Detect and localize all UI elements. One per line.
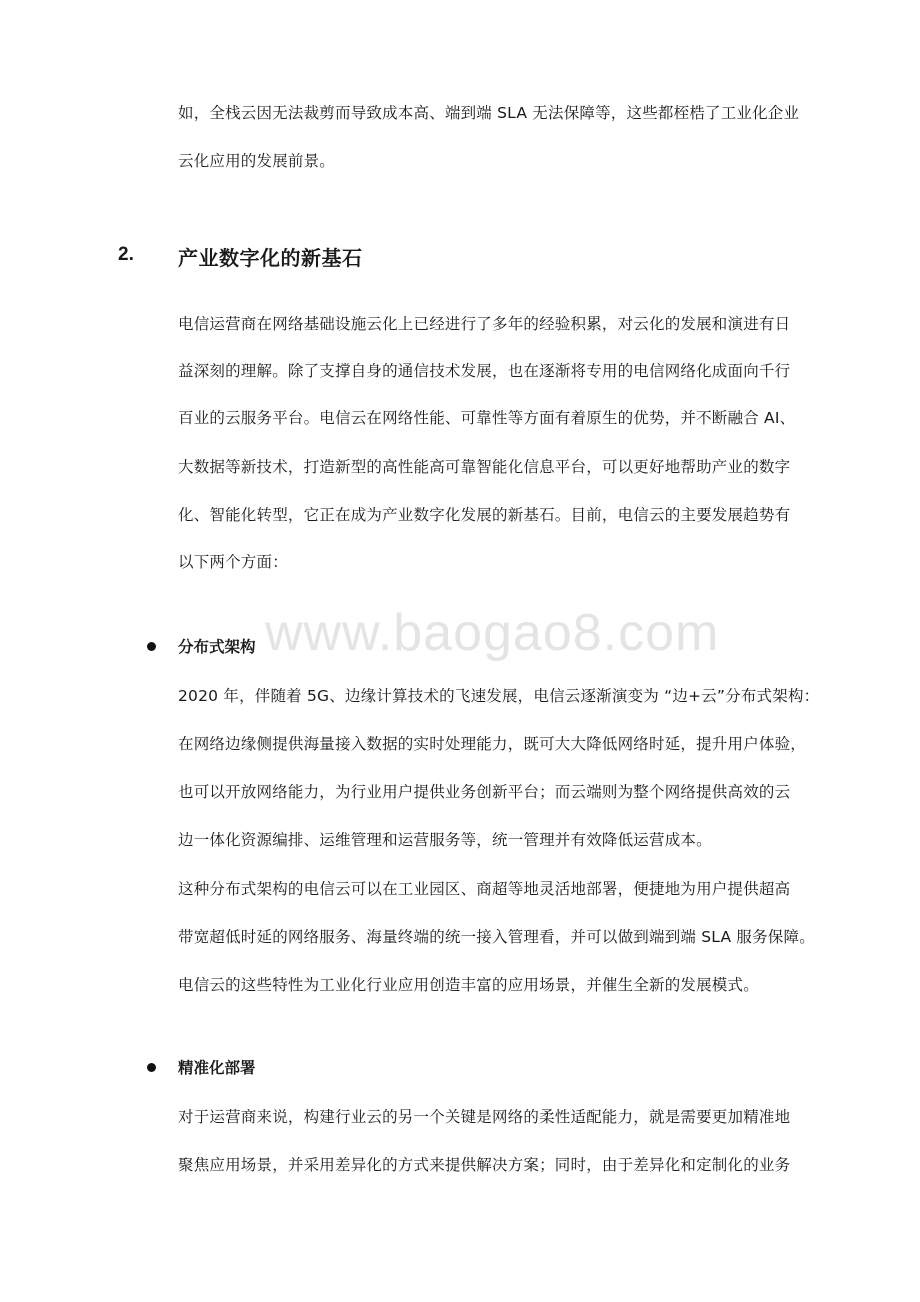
section-paragraph-line-2: 益深刻的理解。除了支撑自身的通信技术发展，也在逐渐将专用的电信网络化成面向千行 [178, 362, 791, 380]
section-paragraph-line-1: 电信运营商在网络基础设施云化上已经进行了多年的经验积累，对云化的发展和演进有日 [178, 315, 791, 333]
section-title: 产业数字化的新基石 [178, 246, 363, 270]
bullet1-line-5: 这种分布式架构的电信云可以在工业园区、商超等地灵活地部署，便捷地为用户提供超高 [178, 880, 791, 898]
section-paragraph-line-6: 以下两个方面： [178, 553, 288, 571]
bullet1-line-2: 在网络边缘侧提供海量接入数据的实时处理能力，既可大大降低网络时延，提升用户体验， [178, 735, 807, 753]
bullet2-line-2: 聚焦应用场景，并采用差异化的方式来提供解决方案；同时，由于差异化和定制化的业务 [178, 1156, 791, 1174]
section-paragraph-line-5: 化、智能化转型，它正在成为产业数字化发展的新基石。目前，电信云的主要发展趋势有 [178, 506, 791, 524]
bullet1-line-7: 电信云的这些特性为工业化行业应用创造丰富的应用场景，并催生全新的发展模式。 [178, 976, 759, 994]
bullet1-line-4: 边一体化资源编排、运维管理和运营服务等，统一管理并有效降低运营成本。 [178, 831, 712, 849]
bullet-dot-icon [147, 642, 156, 651]
bullet-dot-icon [147, 1063, 156, 1072]
intro-line-1: 如，全栈云因无法裁剪而导致成本高、端到端 SLA 无法保障等，这些都桎梏了工业化企业 [178, 104, 800, 122]
section-paragraph-line-3: 百业的云服务平台。电信云在网络性能、可靠性等方面有着原生的优势，并不断融合 AI、 [178, 409, 796, 427]
watermark: www.baogao8.com [265, 604, 720, 662]
bullet1-line-1: 2020 年，伴随着 5G、边缘计算技术的飞速发展，电信云逐渐演变为 “边+云”分布式架构： [178, 687, 820, 705]
bullet2-line-1: 对于运营商来说，构建行业云的另一个关键是网络的柔性适配能力，就是需要更加精准地 [178, 1108, 791, 1126]
bullet-title-precise: 精准化部署 [178, 1059, 256, 1077]
intro-line-2: 云化应用的发展前景。 [178, 152, 336, 170]
section-number: 2. [118, 244, 134, 265]
section-paragraph-line-4: 大数据等新技术，打造新型的高性能高可靠智能化信息平台，可以更好地帮助产业的数字 [178, 458, 791, 476]
bullet1-line-3: 也可以开放网络能力，为行业用户提供业务创新平台；而云端则为整个网络提供高效的云 [178, 783, 791, 801]
bullet-title-distributed: 分布式架构 [178, 638, 256, 656]
bullet1-line-6: 带宽超低时延的网络服务、海量终端的统一接入管理看，并可以做到端到端 SLA 服务保障。 [178, 928, 815, 946]
